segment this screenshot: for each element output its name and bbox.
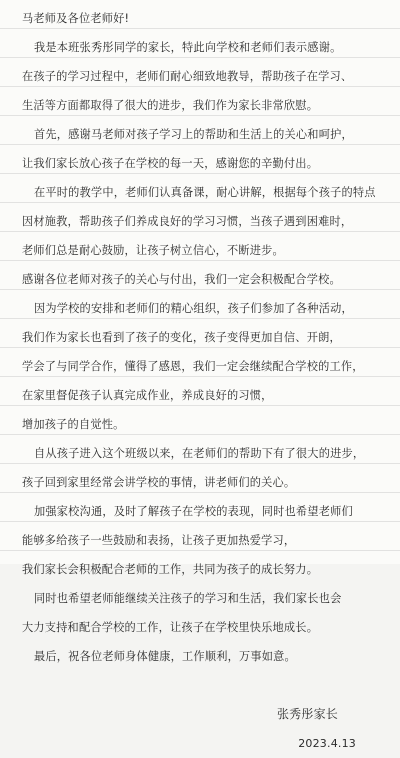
- letter-line: 能够多给孩子一些鼓励和表扬，让孩子更加热爱学习，: [22, 534, 296, 547]
- letter-line: 最后，祝各位老师身体健康，工作顺利，万事如意。: [34, 650, 296, 663]
- letter-line: 加强家校沟通，及时了解孩子在学校的表现，同时也希望老师们: [34, 505, 353, 518]
- letter-line: 大力支持和配合学校的工作，让孩子在学校里快乐地成长。: [22, 621, 319, 634]
- letter-line: 自从孩子进入这个班级以来，在老师们的帮助下有了很大的进步，: [34, 447, 365, 460]
- letter-line: 增加孩子的自觉性。: [22, 418, 125, 431]
- letter-date: 2023.4.13: [298, 737, 356, 750]
- letter-line: 孩子回到家里经常会讲学校的事情，讲老师们的关心。: [22, 476, 296, 489]
- letter-line: 老师们总是耐心鼓励，让孩子树立信心，不断进步。: [22, 244, 284, 257]
- letter-line: 因材施教，帮助孩子们养成良好的学习习惯，当孩子遇到困难时，: [22, 215, 353, 228]
- letter-line: 我们作为家长也看到了孩子的变化，孩子变得更加自信、开朗，: [22, 331, 341, 344]
- letter-line: 我们家长会积极配合老师的工作，共同为孩子的成长努力。: [22, 563, 319, 576]
- signature: 张秀彤家长: [276, 707, 338, 721]
- letter-line: 同时也希望老师能继续关注孩子的学习和生活，我们家长也会: [34, 592, 342, 605]
- letter-line: 因为学校的安排和老师们的精心组织，孩子们参加了各种活动，: [34, 302, 353, 315]
- letter-line: 首先，感谢马老师对孩子学习上的帮助和生活上的关心和呵护，: [34, 128, 353, 141]
- letter-line: 在孩子的学习过程中，老师们耐心细致地教导，帮助孩子在学习、: [22, 70, 353, 83]
- letter-line: 让我们家长放心孩子在学校的每一天，感谢您的辛勤付出。: [22, 157, 319, 170]
- salutation: 马老师及各位老师好!: [22, 12, 130, 25]
- letter-line: 在家里督促孩子认真完成作业，养成良好的习惯，: [22, 389, 273, 402]
- letter-line: 生活等方面都取得了很大的进步，我们作为家长非常欣慰。: [22, 99, 319, 112]
- letter-line: 我是本班张秀彤同学的家长，特此向学校和老师们表示感谢。: [34, 41, 342, 54]
- letter-line: 学会了与同学合作，懂得了感恩，我们一定会继续配合学校的工作，: [22, 360, 364, 373]
- letter-line: 在平时的教学中，老师们认真备课，耐心讲解，根据每个孩子的特点: [34, 186, 376, 199]
- letter-line: 感谢各位老师对孩子的关心与付出，我们一定会积极配合学校。: [22, 273, 341, 286]
